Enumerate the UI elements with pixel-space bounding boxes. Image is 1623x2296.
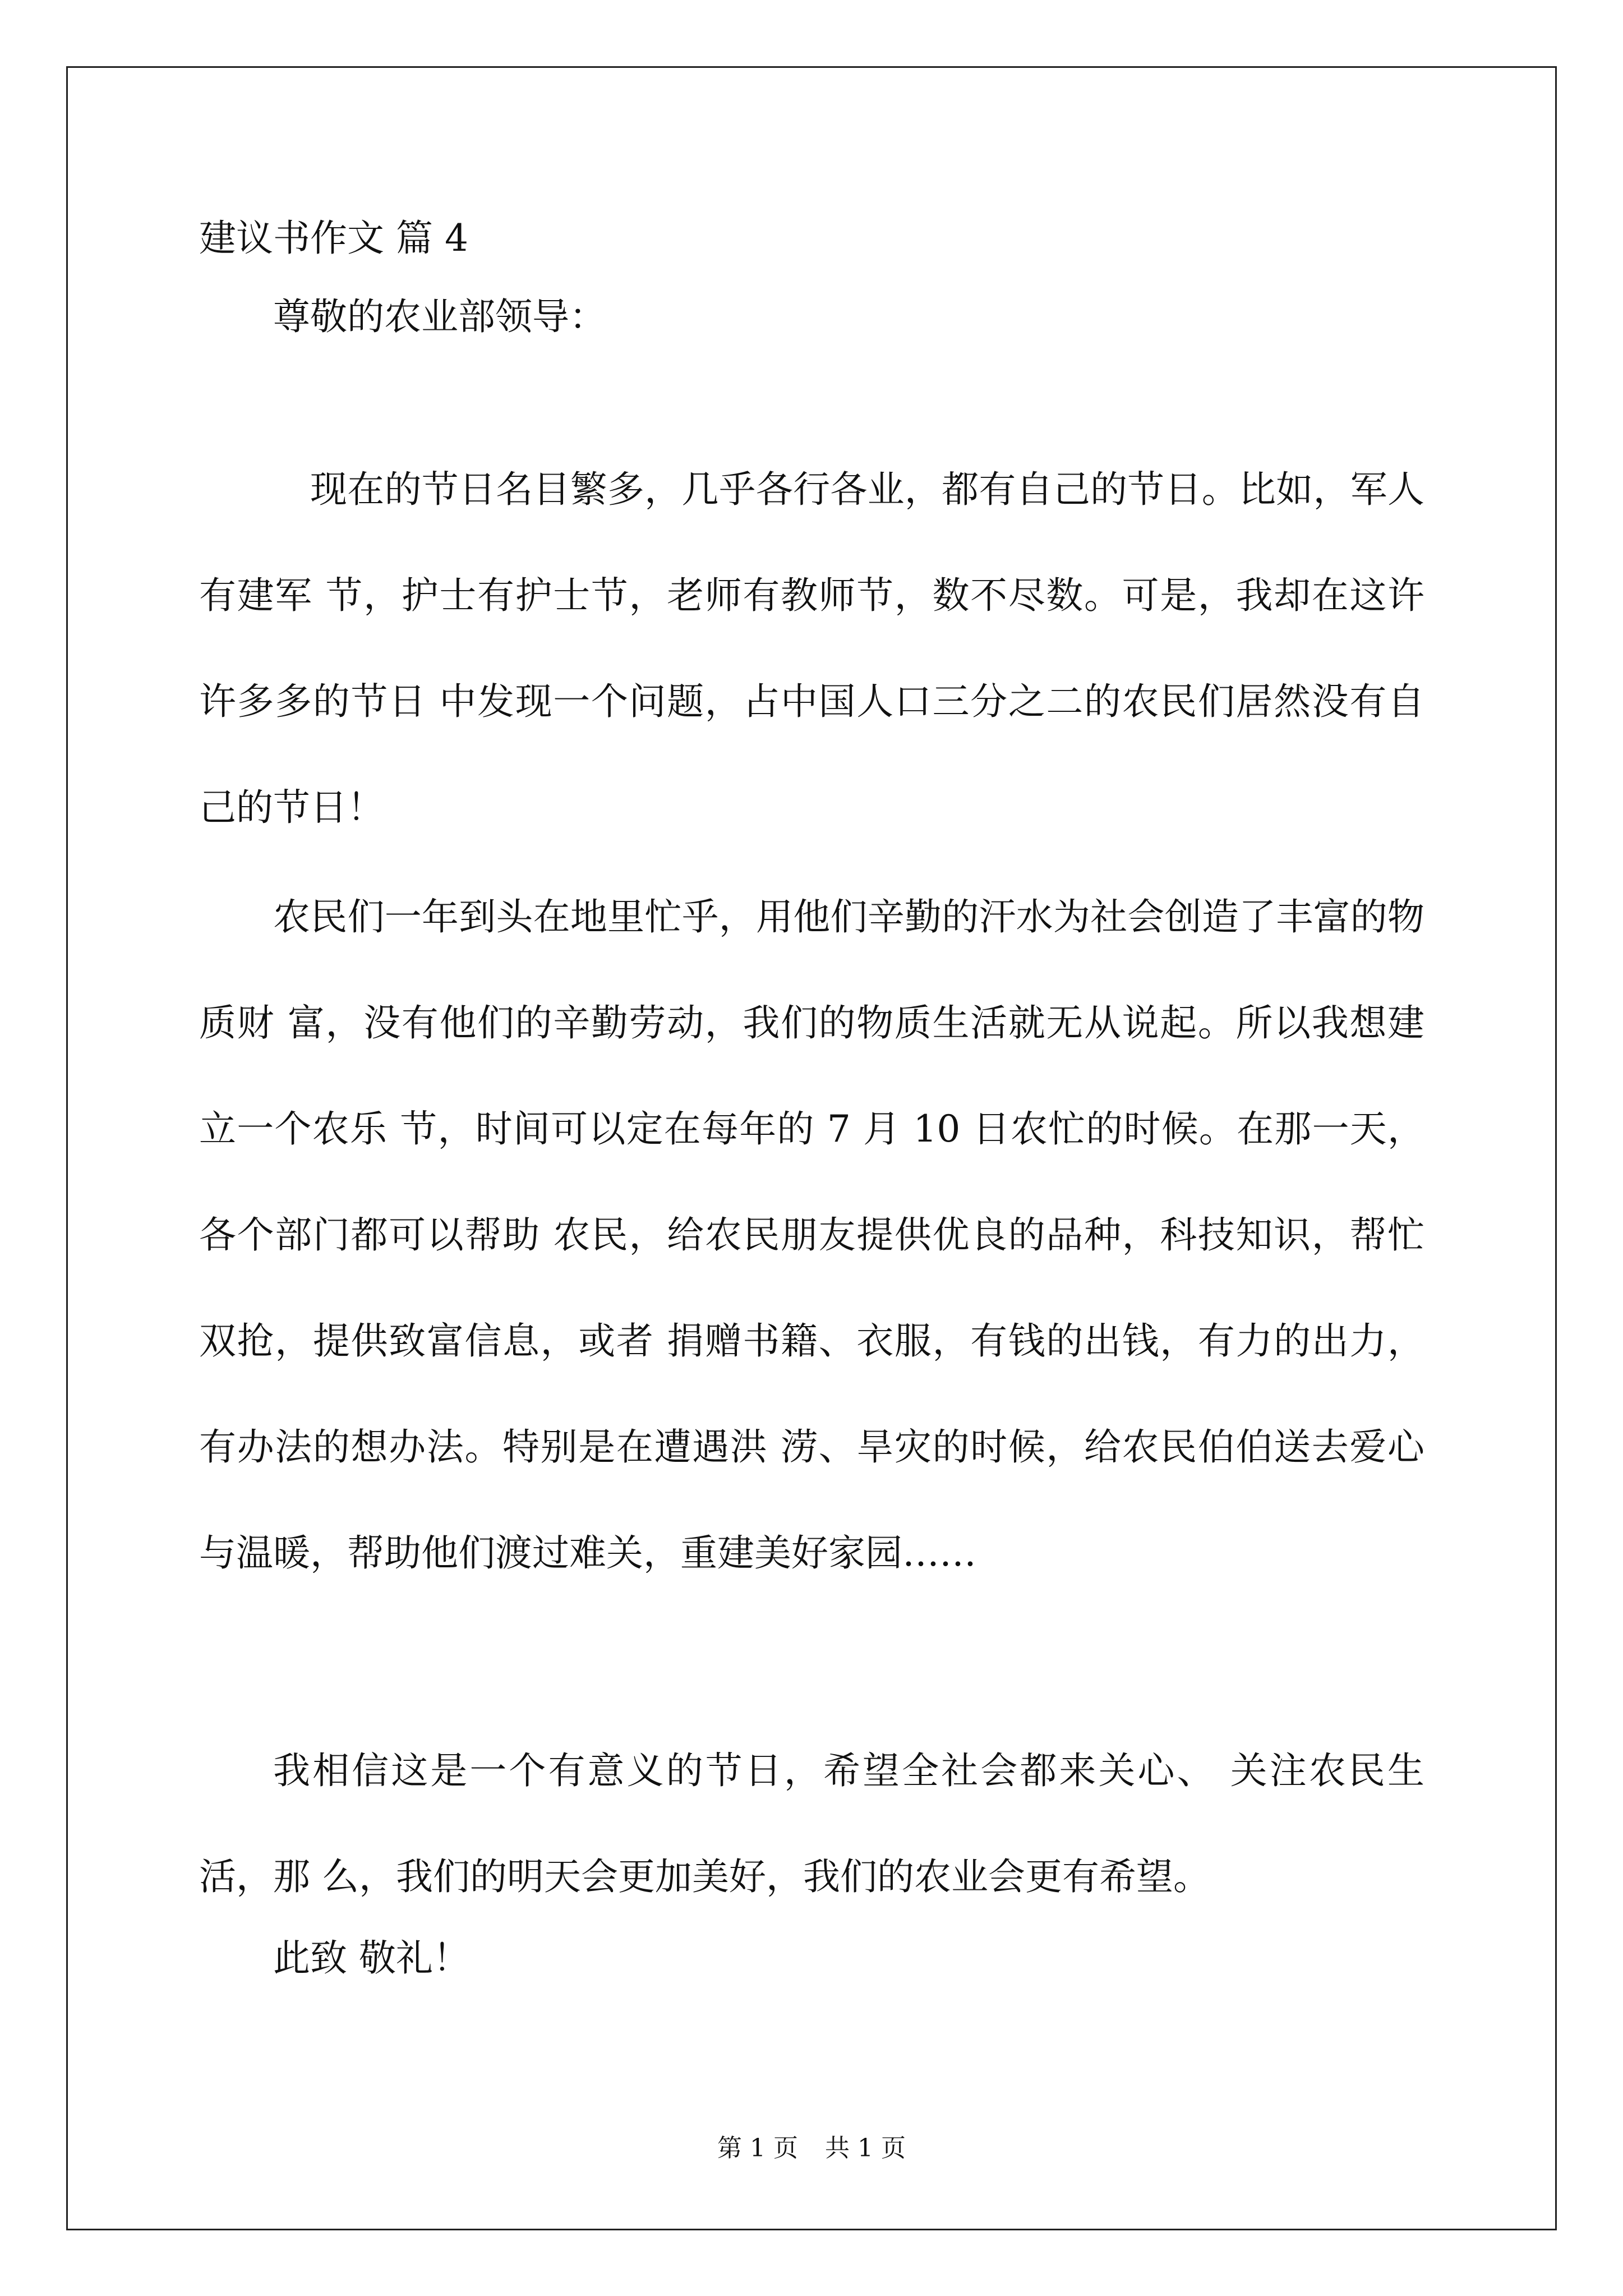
salutation: 尊敬的农业部领导： <box>273 295 606 338</box>
page-number-total: 共 1 页 <box>825 2134 906 2162</box>
paragraph-3: 我相信这是一个有意义的节日，希望全社会都来关心、 关注农民生活，那 么，我们的明天会更加美好，我们的农业会更有希望。 <box>199 1749 1424 1898</box>
page-footer <box>0 2132 1623 2165</box>
document-title: 建议书作文 篇 4 <box>199 217 468 260</box>
paragraph-2: 农民们一年到头在地里忙乎，用他们辛勤的汗水为社会创造了丰富的物质财 富，没有他们的辛勤劳动，我们的物质生活就无从说起。所以我想建立一个农乐 节，时间可以定在每年的 7 月 10 日农忙的时候。在那一天，各个部门都可以帮助 农民，给农民朋友提供优良的品种，科技知识，帮忙双抢，提供致富信息，或者 捐赠书籍、衣服，有钱的出钱，有力的出力，有办法的想办法。特别是在遭遇洪 涝、旱灾的时候，给农民伯伯送去爱心与温暖，帮助他们渡过难关，重建美好家园…… <box>199 895 1424 1575</box>
closing: 此致 敬礼！ <box>273 1936 470 1980</box>
page-number-current: 第 1 页 <box>717 2134 798 2162</box>
paragraph-1: 现在的节日名目繁多，几乎各行各业，都有自己的节日。比如，军人有建军 节，护士有护士节，老师有教师节，数不尽数。可是，我却在这许许多多的节日 中发现一个问题，占中国人口三分之二的农民们居然没有自己的节日！ <box>199 468 1424 829</box>
